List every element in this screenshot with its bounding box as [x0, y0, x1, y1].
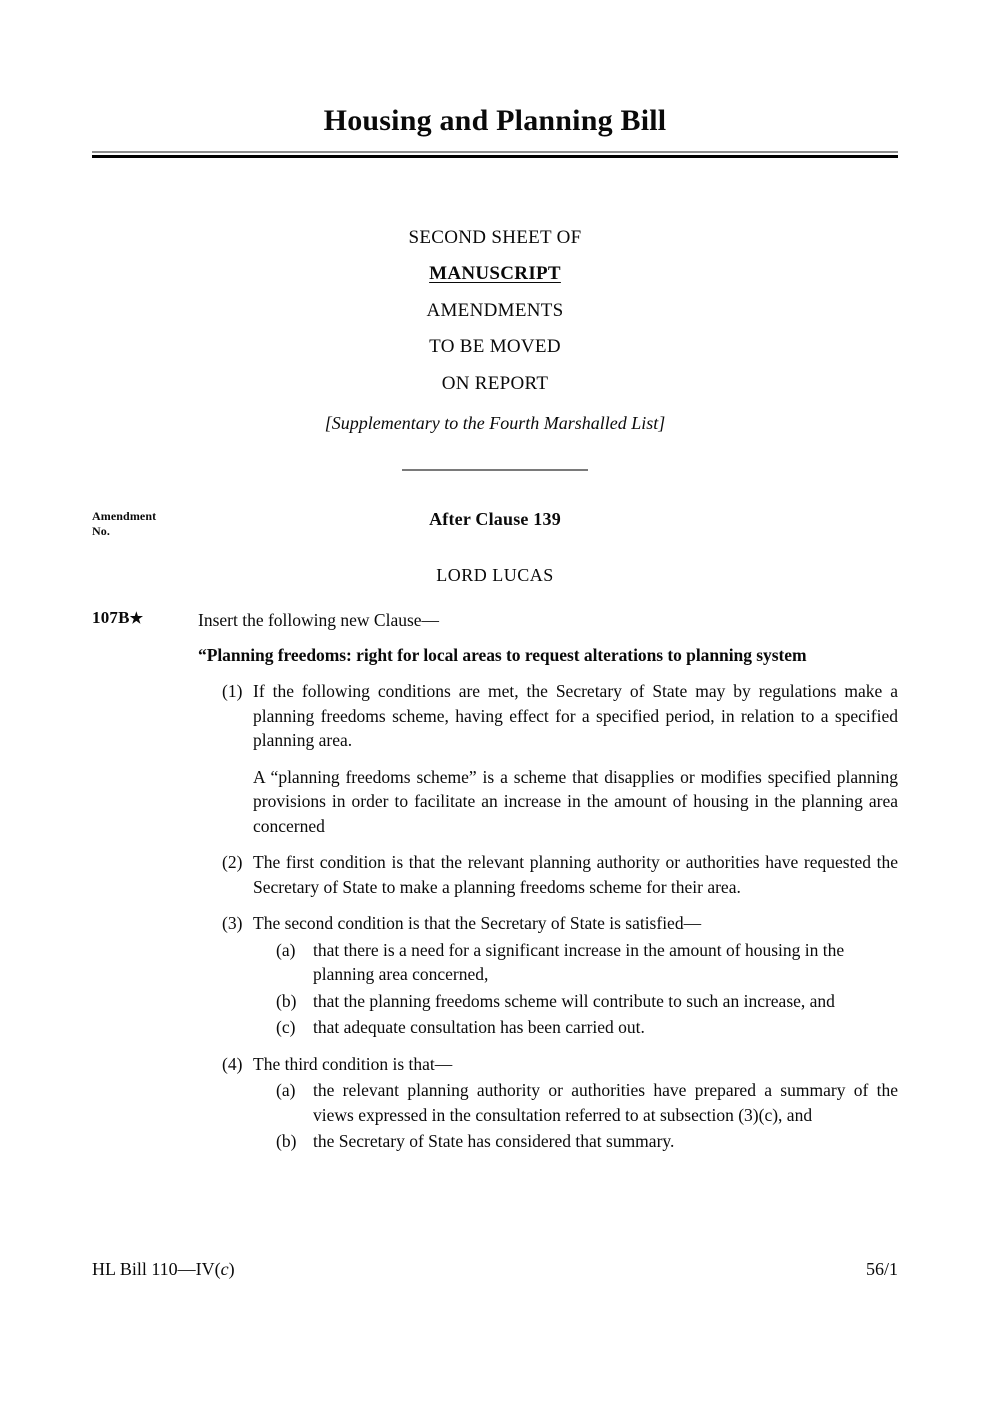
- rule-top: [92, 151, 898, 153]
- subsection-1-text: If the following conditions are met, the Secretary of State may by regulations make a planning freedoms scheme, having effect for a specified period, in relation to a specified planning area.: [253, 681, 898, 750]
- header-line-on-report: ON REPORT: [441, 372, 549, 394]
- amendment-no-label-line2: No.: [92, 523, 110, 538]
- page-footer: [92, 1258, 898, 1280]
- subsection-3-item-b-marker: (b): [276, 990, 297, 1011]
- header-line-second-sheet: SECOND SHEET OF: [408, 226, 582, 248]
- subsection-3-item-a-marker: (a): [276, 939, 296, 960]
- section-divider: [402, 469, 588, 471]
- clause-target-heading: After Clause 139: [429, 509, 561, 529]
- page-number: 56/1: [865, 1259, 898, 1279]
- star-icon: ★: [129, 611, 144, 627]
- page-title: Housing and Planning Bill: [323, 104, 667, 137]
- subsection-3-item-a-text: that there is a need for a significant increase in the amount of housing in the planning area concerned,: [313, 939, 845, 984]
- bill-reference-prefix: HL Bill 110—IV(: [92, 1259, 221, 1279]
- amendment-sponsor: LORD LUCAS: [436, 565, 554, 585]
- bill-reference: [92, 1258, 235, 1280]
- subsection-3-item-b-text: that the planning freedoms scheme will contribute to such an increase, and: [313, 990, 835, 1011]
- subsection-3-text: The second condition is that the Secretary of State is satisfied—: [253, 913, 702, 933]
- document-page: [92, 0, 898, 1401]
- supplementary-note: [Supplementary to the Fourth Marshalled List]: [324, 413, 666, 433]
- subsection-2-text: The first condition is that the relevant planning authority or authorities have requested the Secretary of State to make a planning freedoms scheme for their area.: [253, 852, 898, 897]
- subsection-4: [222, 1052, 898, 1077]
- amendment-no-column-label: [92, 509, 156, 538]
- amendment-instruction-row: [92, 608, 898, 632]
- bill-reference-italic: c: [220, 1259, 229, 1279]
- subsection-4-item-b-text: the Secretary of State has considered that summary.: [313, 1131, 675, 1151]
- subsection-4-item-b-marker: (b): [276, 1131, 297, 1151]
- amendment-no-label-line1: Amendment: [92, 509, 157, 523]
- subsection-1-definition-paragraph: A “planning freedoms scheme” is a scheme that disapplies or modifies specified planning provisions in order to facilitate an increase in the amount of housing in the planning area concerned: [253, 766, 898, 836]
- subsection-3-item-c-marker: (c): [276, 1017, 296, 1037]
- subsection-4-marker: (4): [222, 1053, 243, 1074]
- subsection-3-marker: (3): [222, 913, 243, 933]
- title-double-rule: [92, 151, 898, 158]
- subsection-4-item-a-text: the relevant planning authority or authorities have prepared a summary of the views expressed in the consultation referred to at subsection (3)(c), and: [313, 1080, 898, 1125]
- amendment-number-value: 107B: [92, 608, 130, 627]
- subsection-2-marker: (2): [222, 852, 243, 872]
- amendment-number: [92, 608, 143, 628]
- subsection-4-item-a: [276, 1078, 898, 1127]
- amendment-instruction-text: Insert the following new Clause—: [198, 610, 440, 630]
- subsection-1: [222, 679, 898, 753]
- amendment-header-row: [92, 509, 898, 539]
- subsection-3-item-b: [276, 989, 898, 1014]
- subsection-4-item-b: [276, 1129, 898, 1154]
- subsection-1-marker: (1): [222, 681, 243, 701]
- subsection-3-item-c: [276, 1015, 898, 1040]
- subsection-4-text: The third condition is that—: [253, 1053, 453, 1074]
- subsection-3-item-a: [276, 938, 898, 987]
- bill-reference-suffix: ): [228, 1259, 235, 1279]
- header-line-to-be-moved: TO BE MOVED: [429, 336, 561, 357]
- header-line-manuscript: MANUSCRIPT: [429, 263, 561, 284]
- subsection-4-item-a-marker: (a): [276, 1080, 296, 1100]
- subsection-3-item-c-text: that adequate consultation has been carried out.: [313, 1017, 645, 1037]
- new-clause-heading: “Planning freedoms: right for local areas to request alterations to planning system: [198, 645, 807, 665]
- subsection-3: [222, 911, 898, 936]
- rule-bottom: [92, 155, 898, 158]
- document-header-block: [92, 220, 898, 472]
- subsection-2: [222, 850, 898, 899]
- header-line-amendments: AMENDMENTS: [426, 299, 564, 321]
